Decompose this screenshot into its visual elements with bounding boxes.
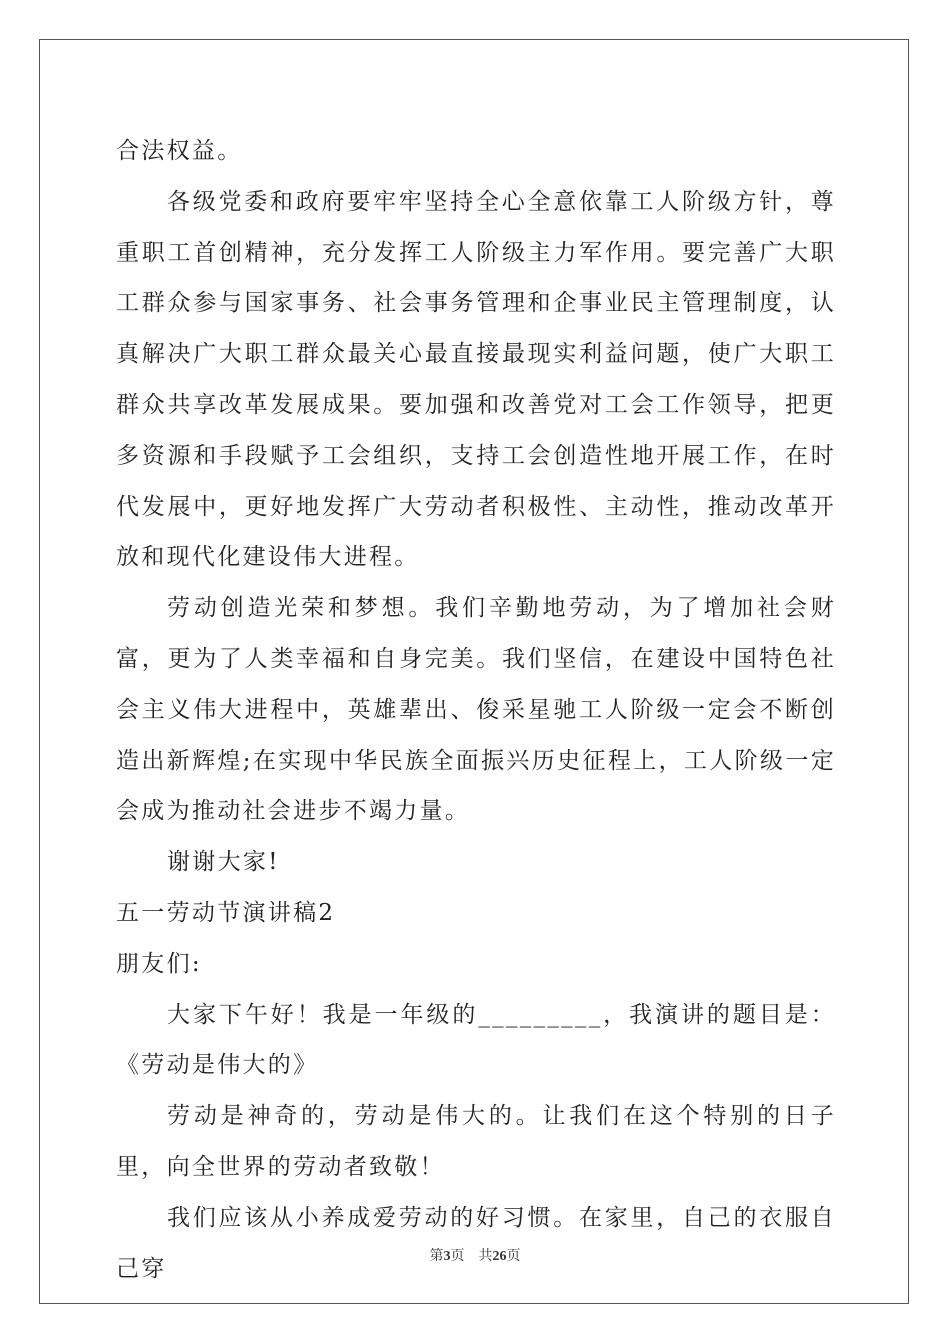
- paragraph-continuation: 合法权益。: [116, 138, 243, 164]
- page-prefix: 第: [429, 1248, 444, 1264]
- document-body: [116, 126, 836, 1294]
- paragraph-labor-glory: 劳动创造光荣和梦想。我们辛勤地劳动，为了增加社会财富，更为了人类幸福和自身完美。我们坚信，在建设中国特色社会主义伟大进程中，英雄辈出、俊采星驰工人阶级一定会不断创造出新辉煌;在实现中华民族全面振兴历史征程上，工人阶级一定会成为推动社会进步不竭力量。: [116, 595, 836, 825]
- paragraph-good-habits: 我们应该从小养成爱劳动的好习惯。在家里，自己的衣服自己穿: [116, 1204, 836, 1282]
- page-current: 3: [443, 1249, 451, 1264]
- paragraph-party-committees: 各级党委和政府要牢牢坚持全心全意依靠工人阶级方针，尊重职工首创精神，充分发挥工人阶级主力军作用。要完善广大职工群众参与国家事务、社会事务管理和企事业民主管理制度，认真解决广大职工群众最关心最直接最现实利益问题，使广大职工群众共享改革发展成果。要加强和改善党对工会工作领导，把更多资源和手段赋予工会组织，支持工会创造性地开展工作，在时代发展中，更好地发挥广大劳动者积极性、主动性，推动改革开放和现代化建设伟大进程。: [116, 188, 836, 571]
- total-pages: 26: [492, 1249, 507, 1264]
- total-prefix: 共: [478, 1248, 493, 1264]
- section-heading: 五一劳动节演讲稿2: [116, 899, 336, 926]
- page-suffix: 页: [450, 1248, 465, 1264]
- paragraph-greeting: 大家下午好！我是一年级的_________，我演讲的题目是：《劳动是伟大的》: [116, 1001, 836, 1079]
- paragraph-labor-magic: 劳动是神奇的，劳动是伟大的。让我们在这个特别的日子里，向全世界的劳动者致敬！: [116, 1103, 836, 1180]
- total-suffix: 页: [506, 1248, 521, 1264]
- salutation: 朋友们:: [116, 950, 202, 977]
- paragraph-thanks: 谢谢大家!: [167, 849, 280, 876]
- page-footer: [0, 1245, 950, 1265]
